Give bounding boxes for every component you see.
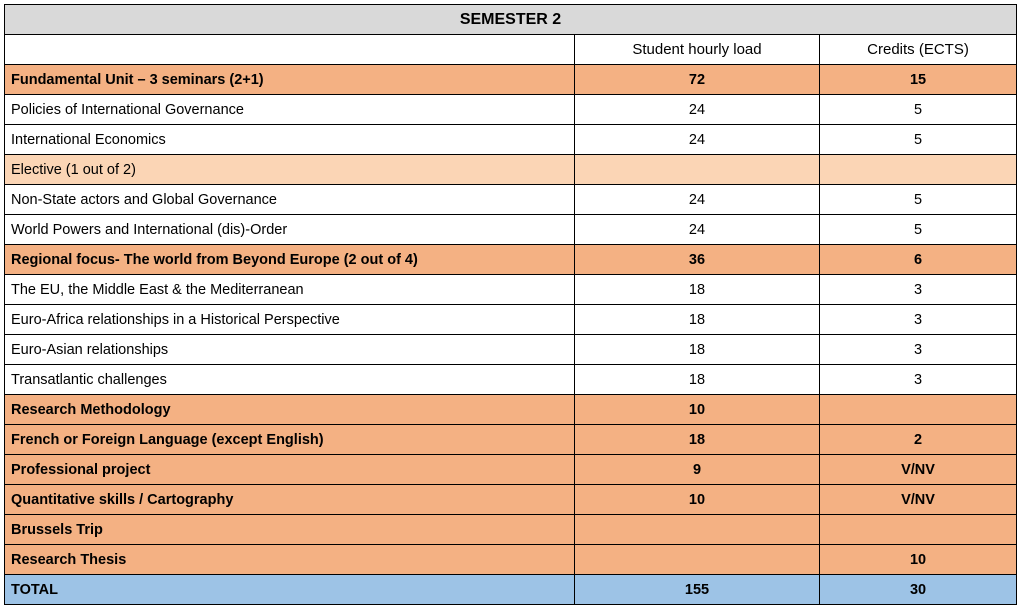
- table-header-row: [5, 35, 1017, 65]
- credits-cell: 3: [820, 365, 1017, 395]
- hours-cell: 72: [575, 65, 820, 95]
- course-name-cell: Elective (1 out of 2): [5, 155, 575, 185]
- table-row: [5, 125, 1017, 155]
- credits-cell: V/NV: [820, 455, 1017, 485]
- table-row: [5, 335, 1017, 365]
- hours-cell: 18: [575, 365, 820, 395]
- page-title: SEMESTER 2: [5, 5, 1017, 35]
- table-row: [5, 245, 1017, 275]
- table-row: [5, 455, 1017, 485]
- credits-cell: 5: [820, 125, 1017, 155]
- table-row: [5, 305, 1017, 335]
- table-row: [5, 185, 1017, 215]
- course-name-cell: Euro-Asian relationships: [5, 335, 575, 365]
- course-name-cell: International Economics: [5, 125, 575, 155]
- credits-cell: 6: [820, 245, 1017, 275]
- column-header-credits: Credits (ECTS): [820, 35, 1017, 65]
- credits-cell: 3: [820, 275, 1017, 305]
- course-name-cell: Fundamental Unit – 3 seminars (2+1): [5, 65, 575, 95]
- hours-cell: 9: [575, 455, 820, 485]
- course-name-cell: Research Thesis: [5, 545, 575, 575]
- course-name-cell: Non-State actors and Global Governance: [5, 185, 575, 215]
- table-row: [5, 275, 1017, 305]
- hours-cell: 24: [575, 95, 820, 125]
- credits-cell: 3: [820, 335, 1017, 365]
- hours-cell: [575, 515, 820, 545]
- curriculum-table: [4, 4, 1017, 605]
- table-row: [5, 425, 1017, 455]
- credits-cell: 3: [820, 305, 1017, 335]
- course-name-cell: Transatlantic challenges: [5, 365, 575, 395]
- hours-cell: 24: [575, 185, 820, 215]
- credits-cell: V/NV: [820, 485, 1017, 515]
- credits-cell: [820, 515, 1017, 545]
- hours-cell: 155: [575, 575, 820, 605]
- credits-cell: 2: [820, 425, 1017, 455]
- column-header-name: [5, 35, 575, 65]
- table-row: [5, 575, 1017, 605]
- course-name-cell: Brussels Trip: [5, 515, 575, 545]
- course-name-cell: The EU, the Middle East & the Mediterranean: [5, 275, 575, 305]
- course-name-cell: World Powers and International (dis)-Order: [5, 215, 575, 245]
- credits-cell: 30: [820, 575, 1017, 605]
- course-name-cell: Professional project: [5, 455, 575, 485]
- course-name-cell: Research Methodology: [5, 395, 575, 425]
- table-row: [5, 515, 1017, 545]
- hours-cell: 18: [575, 335, 820, 365]
- table-row: [5, 545, 1017, 575]
- table-row: [5, 485, 1017, 515]
- credits-cell: [820, 395, 1017, 425]
- hours-cell: [575, 545, 820, 575]
- table-body: [5, 5, 1017, 605]
- hours-cell: 24: [575, 125, 820, 155]
- credits-cell: 15: [820, 65, 1017, 95]
- course-name-cell: TOTAL: [5, 575, 575, 605]
- course-name-cell: Policies of International Governance: [5, 95, 575, 125]
- table-row: [5, 95, 1017, 125]
- table-row: [5, 65, 1017, 95]
- course-name-cell: French or Foreign Language (except English): [5, 425, 575, 455]
- hours-cell: 10: [575, 395, 820, 425]
- table-row: [5, 155, 1017, 185]
- table-title-row: [5, 5, 1017, 35]
- table-row: [5, 365, 1017, 395]
- hours-cell: 18: [575, 305, 820, 335]
- course-name-cell: Quantitative skills / Cartography: [5, 485, 575, 515]
- credits-cell: 5: [820, 215, 1017, 245]
- credits-cell: [820, 155, 1017, 185]
- course-name-cell: Regional focus- The world from Beyond Europe (2 out of 4): [5, 245, 575, 275]
- credits-cell: 5: [820, 95, 1017, 125]
- table-row: [5, 395, 1017, 425]
- hours-cell: 24: [575, 215, 820, 245]
- hours-cell: 10: [575, 485, 820, 515]
- hours-cell: 18: [575, 425, 820, 455]
- course-name-cell: Euro-Africa relationships in a Historical Perspective: [5, 305, 575, 335]
- table-row: [5, 215, 1017, 245]
- column-header-hours: Student hourly load: [575, 35, 820, 65]
- hours-cell: 18: [575, 275, 820, 305]
- credits-cell: 10: [820, 545, 1017, 575]
- hours-cell: 36: [575, 245, 820, 275]
- credits-cell: 5: [820, 185, 1017, 215]
- hours-cell: [575, 155, 820, 185]
